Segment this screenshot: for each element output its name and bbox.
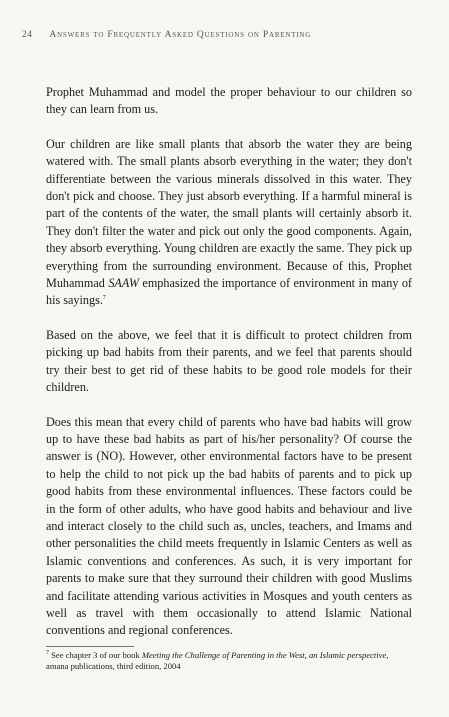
footnote-divider: [46, 646, 134, 647]
footnote-text-b: , amana publications, third edition, 2004: [46, 649, 389, 672]
footnote: [46, 650, 412, 673]
page-number: 24: [22, 30, 33, 40]
page-body: [46, 84, 412, 673]
running-title: Answers to Frequently Asked Questions on Parenting: [49, 30, 312, 40]
footnote-book-title: Meeting the Challenge of Parenting in the West, an Islamic perspective: [141, 649, 387, 660]
footnote-reference: 7: [102, 295, 106, 302]
paragraph-3: Based on the above, we feel that it is difficult to protect children from picking up bad habits from their parents, and we feel that parents should try their best to get rid of these habits to be good role models for their children.: [46, 327, 412, 395]
saaw-honorific: SAAW: [108, 276, 139, 291]
paragraph-2-text-a: Our children are like small plants that absorb the water they are being watered with. The small plants absorb everything in the water; they don't differentiate between the various minerals dissolved in this water. They don't pick and choose. They just absorb everything. If a harmful mineral is part of the contents of the water, the small plants will certainly absorb it. They don't filter the water and pick out only the good components. Again, they absorb everything. Young children are exactly the same. They pick up everything from the surrounding environment. Because of this, Prophet Muhammad: [46, 136, 412, 291]
paragraph-2-text-b: emphasized the importance of environment in many of his sayings.: [46, 276, 412, 308]
paragraph-1: Prophet Muhammad and model the proper behaviour to our children so they can learn from us.: [46, 85, 412, 117]
footnote-number: 7: [46, 649, 49, 656]
running-header: [22, 30, 429, 40]
paragraph-4: Does this mean that every child of parents who have bad habits will grow up to have these bad habits as part of his/her personality? Of course the answer is (NO). However, other environmental factors have to be present to help the child to not pick up the bad habits of parents and to pick up good habits from these environmental influences. These factors could be in the form of other adults, who have good habits and behaviour and live and interact closely to the child such as, uncles, teachers, and Imams and other personalities the child meets frequently in Islamic Centers as well as Islamic conventions and conferences. As such, it is very important for parents to make sure that they surround their children with good Muslims and facilitate attending various activities in Mosques and youth centers as well as travel with them occasionally to attend Islamic National conventions and regional conferences.: [46, 414, 412, 638]
footnote-text-a: See chapter 3 of our book: [49, 649, 142, 660]
paragraph-2: [46, 136, 412, 310]
